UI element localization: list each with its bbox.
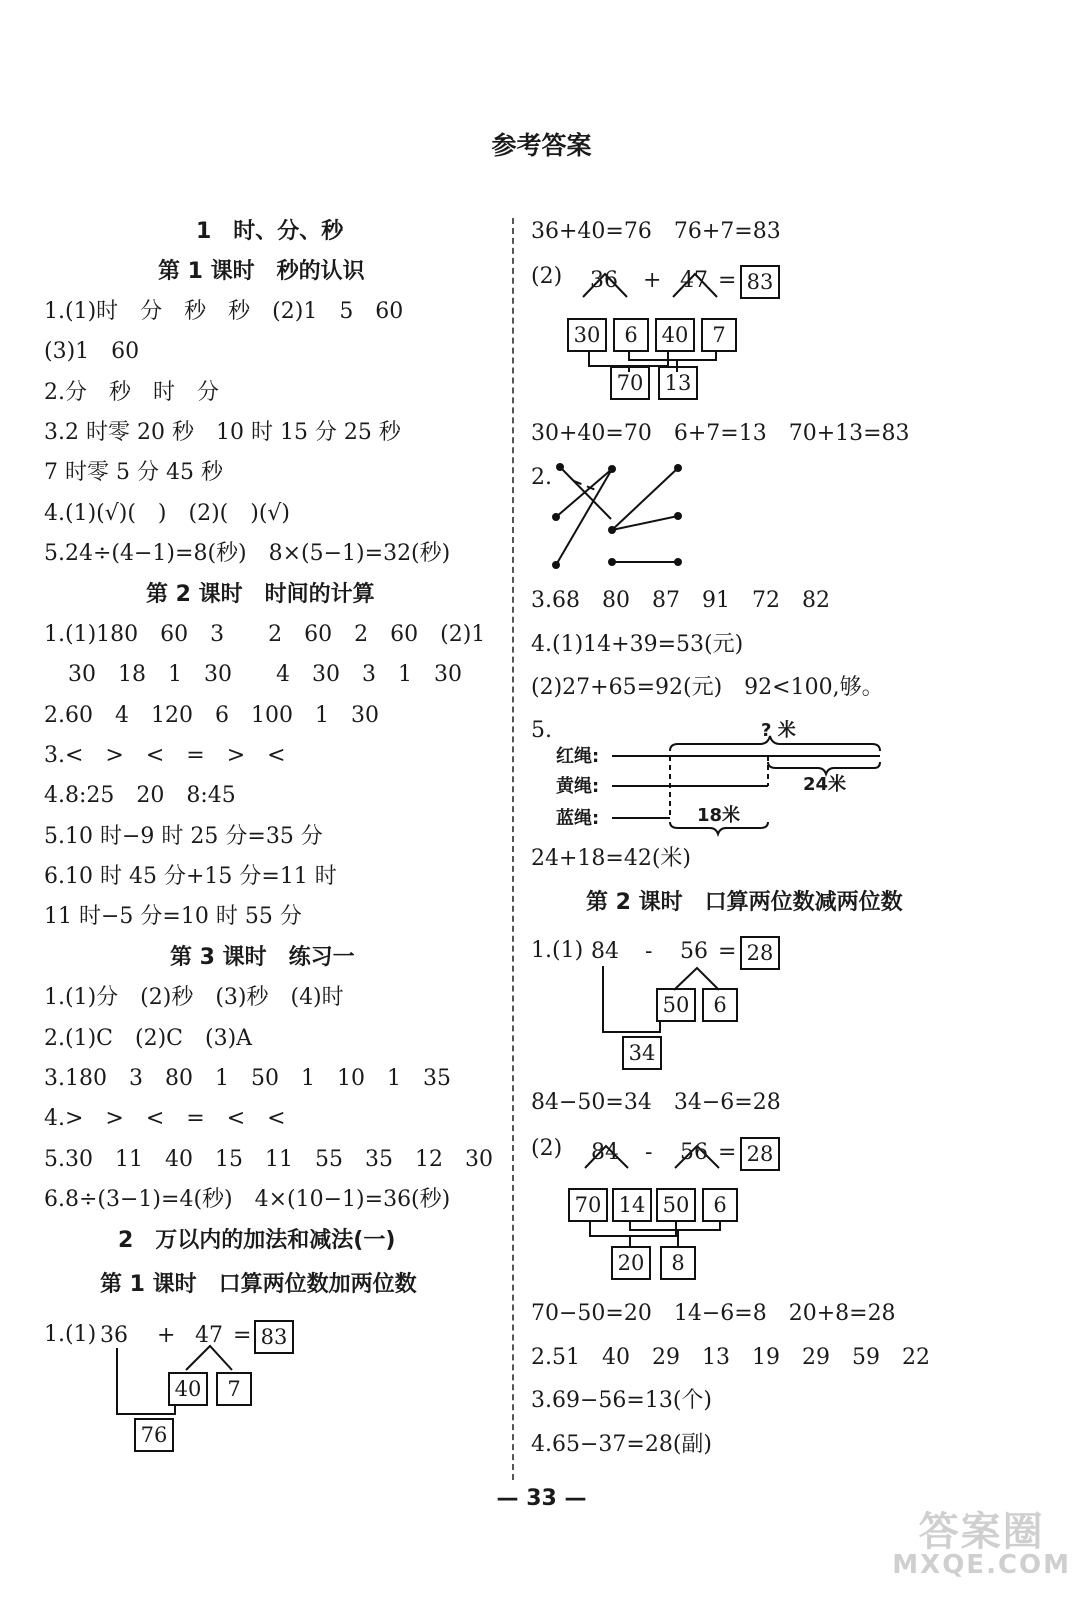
lesson-heading: 第 2 课时 口算两位数减两位数 <box>586 890 903 915</box>
result-box: 83 <box>740 265 780 299</box>
answer-line: (2) <box>531 264 563 289</box>
split-box: 6 <box>702 988 738 1022</box>
equals-sign: = <box>718 939 737 964</box>
answer-line: 1.(1) <box>44 1322 97 1347</box>
page-number: — 33 — <box>496 1486 587 1511</box>
watermark-url: MXQE.COM <box>892 1550 1071 1580</box>
answer-line: 5.30 11 40 15 11 55 35 12 30 <box>44 1147 493 1172</box>
answer-line: 7 时零 5 分 45 秒 <box>44 460 223 485</box>
answer-line: 4.8:25 20 8:45 <box>44 783 236 808</box>
result-box: 28 <box>740 1137 780 1171</box>
answer-line: 3.< > < = > < <box>44 743 286 768</box>
partial-box: 8 <box>660 1246 696 1280</box>
partial-box: 34 <box>622 1036 662 1070</box>
rope-unknown-label: ? 米 <box>761 720 796 741</box>
answer-line: 2.51 40 29 13 19 29 59 22 <box>531 1345 930 1370</box>
answer-line: 3.68 80 87 91 72 82 <box>531 588 830 613</box>
lesson-heading: 第 1 课时 口算两位数加两位数 <box>100 1272 417 1297</box>
operand-a: 84 <box>591 1140 619 1165</box>
answer-line: 4.65−37=28(副) <box>531 1432 713 1457</box>
answer-line: 1.(1)时 分 秒 秒 (2)1 5 60 <box>44 299 404 324</box>
answer-line: 84−50=34 34−6=28 <box>531 1090 781 1115</box>
answer-line: 2.60 4 120 6 100 1 30 <box>44 703 379 728</box>
lesson-heading: 第 1 课时 秒的认识 <box>158 259 365 284</box>
operand-a: 84 <box>591 939 619 964</box>
answer-line: 5.10 时−9 时 25 分=35 分 <box>44 824 323 849</box>
operator: - <box>645 939 653 964</box>
partial-box: 76 <box>134 1418 174 1452</box>
answer-line: 24+18=42(米) <box>531 846 692 871</box>
answer-line: (3)1 60 <box>44 339 140 364</box>
split-box: 50 <box>656 1188 696 1222</box>
answer-line: 36+40=76 76+7=83 <box>531 219 781 244</box>
answer-line: 5. <box>531 718 552 743</box>
split-box: 6 <box>702 1188 738 1222</box>
operand-b: 56 <box>680 939 708 964</box>
rope-label-red: 红绳: <box>556 746 600 767</box>
partial-box: 20 <box>611 1246 651 1280</box>
page-title: 参考答案 <box>491 131 592 160</box>
answer-line: 1.(1)分 (2)秒 (3)秒 (4)时 <box>44 985 344 1010</box>
operator: - <box>645 1140 653 1165</box>
equals-sign: = <box>718 268 737 293</box>
rope-red-extra-label: 24米 <box>803 774 847 795</box>
answer-line: 3.2 时零 20 秒 10 时 15 分 25 秒 <box>44 420 401 445</box>
answer-line: 4.(1)(√)( ) (2)( )(√) <box>44 501 291 526</box>
lesson-heading: 第 2 课时 时间的计算 <box>146 582 375 607</box>
operand-b: 47 <box>195 1323 223 1348</box>
equals-sign: = <box>233 1323 252 1348</box>
answer-line: 11 时−5 分=10 时 55 分 <box>44 904 302 929</box>
answer-line: 4.(1)14+39=53(元) <box>531 632 744 657</box>
answer-line: 1.(1) <box>531 938 584 963</box>
partial-box: 70 <box>610 366 650 400</box>
answer-line: 6.10 时 45 分+15 分=11 时 <box>44 864 337 889</box>
rope-label-yellow: 黄绳: <box>556 776 600 797</box>
operand-b: 56 <box>680 1140 708 1165</box>
operator: + <box>157 1323 176 1348</box>
operator: + <box>643 268 662 293</box>
answer-line: 70−50=20 14−6=8 20+8=28 <box>531 1301 896 1326</box>
split-box: 14 <box>612 1188 652 1222</box>
split-box: 40 <box>168 1372 208 1406</box>
split-box: 30 <box>567 318 607 352</box>
answer-line: (2) <box>531 1136 563 1161</box>
answer-line: 30+40=70 6+7=13 70+13=83 <box>531 421 910 446</box>
unit-heading: 2 万以内的加法和减法(一) <box>118 1228 396 1253</box>
equals-sign: = <box>718 1140 737 1165</box>
answer-line: 2.分 秒 时 分 <box>44 380 219 405</box>
watermark-logo <box>892 1509 1071 1580</box>
answer-line: 6.8÷(3−1)=4(秒) 4×(10−1)=36(秒) <box>44 1187 451 1212</box>
answer-line: 3.180 3 80 1 50 1 10 1 35 <box>44 1066 451 1091</box>
answer-line: 2.(1)C (2)C (3)A <box>44 1026 253 1051</box>
operand-a: 36 <box>100 1323 128 1348</box>
result-box: 28 <box>740 936 780 970</box>
answer-line: 1.(1)180 60 3 2 60 2 60 (2)1 <box>44 622 486 647</box>
answer-line: (2)27+65=92(元) 92<100,够。 <box>531 675 884 700</box>
answer-line: 3.69−56=13(个) <box>531 1388 713 1413</box>
split-box: 70 <box>568 1188 608 1222</box>
operand-b: 47 <box>680 268 708 293</box>
split-box: 40 <box>655 318 695 352</box>
result-box: 83 <box>254 1320 294 1354</box>
answer-line: 30 18 1 30 4 30 3 1 30 <box>68 662 462 687</box>
watermark-text: 答案圈 <box>918 1509 1045 1555</box>
answer-line: 5.24÷(4−1)=8(秒) 8×(5−1)=32(秒) <box>44 541 451 566</box>
operand-a: 36 <box>590 268 618 293</box>
split-box: 7 <box>216 1372 252 1406</box>
split-box: 50 <box>656 988 696 1022</box>
split-box: 7 <box>701 318 737 352</box>
rope-blue-diff-label: 18米 <box>697 805 741 826</box>
rope-label-blue: 蓝绳: <box>556 808 600 829</box>
answer-line: 2. <box>531 465 552 490</box>
answer-line: 4.> > < = < < <box>44 1106 286 1131</box>
partial-box: 13 <box>658 366 698 400</box>
lesson-heading: 第 3 课时 练习一 <box>170 945 355 970</box>
split-box: 6 <box>613 318 649 352</box>
unit-heading: 1 时、分、秒 <box>196 219 344 244</box>
